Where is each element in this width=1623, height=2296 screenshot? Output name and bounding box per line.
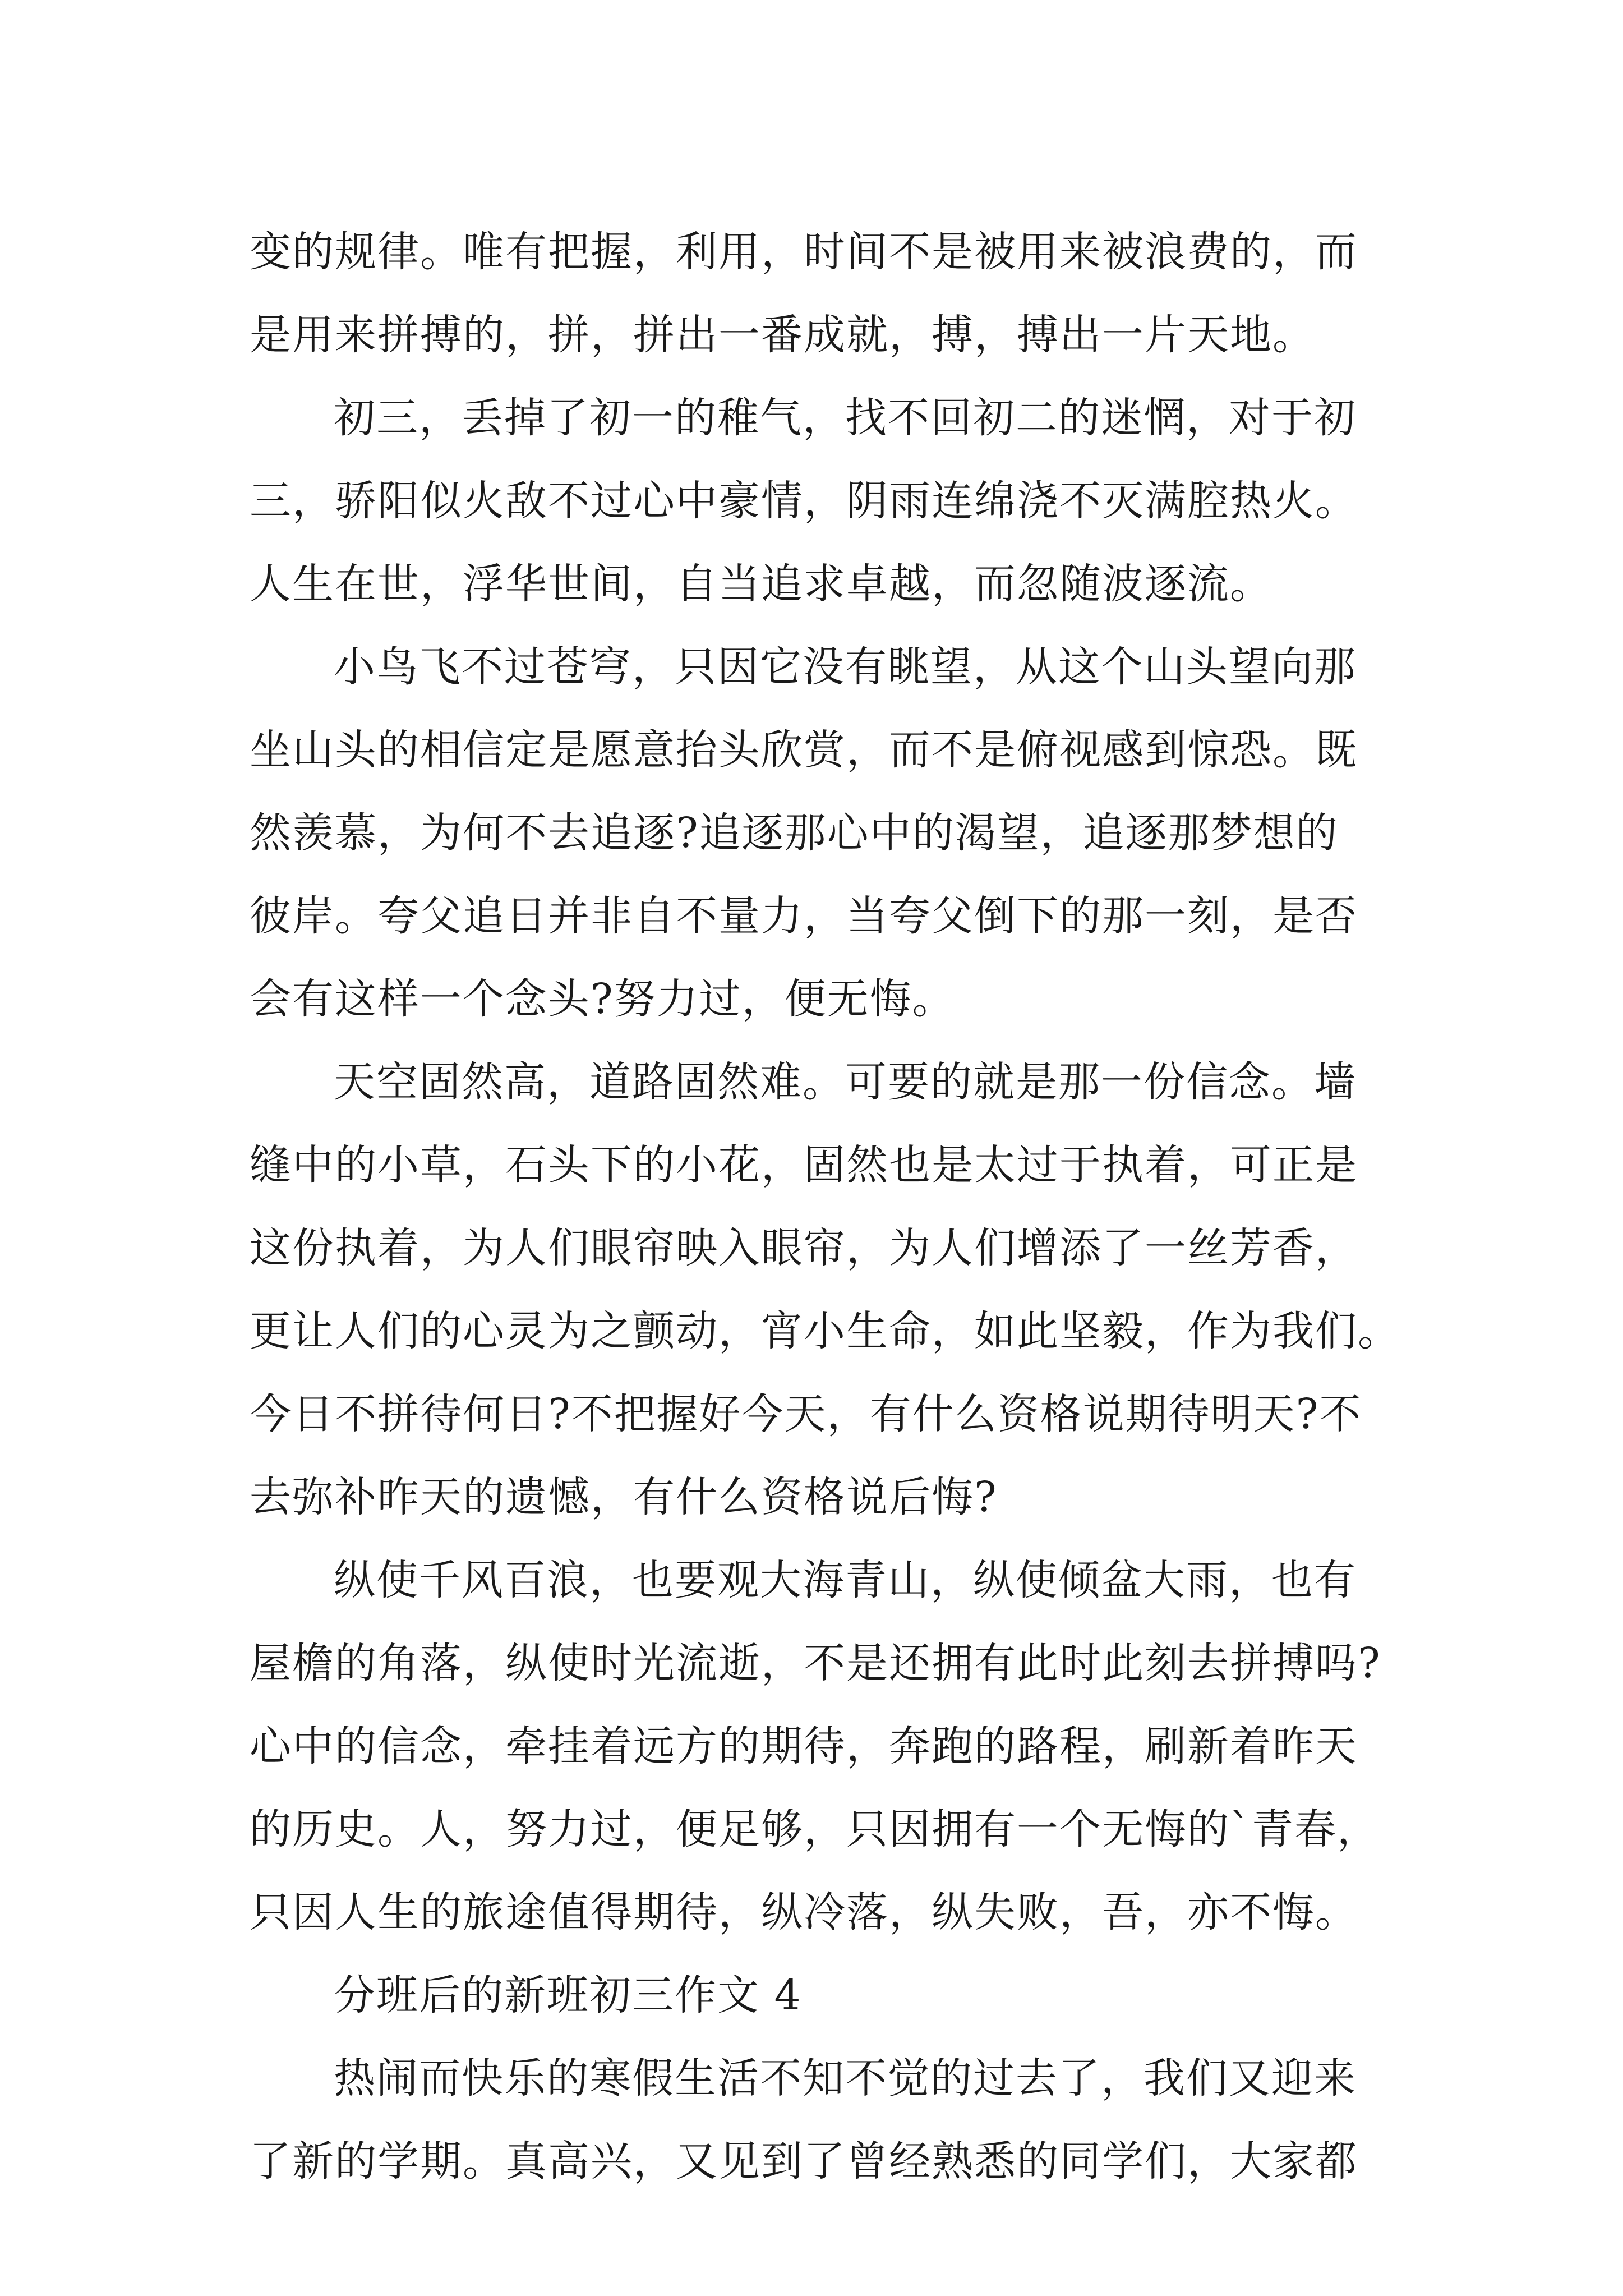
- text-line: 缝中的小草，石头下的小花，固然也是太过于执着，可正是: [250, 1141, 1358, 1189]
- text-line: 三，骄阳似火敌不过心中豪情，阴雨连绵浇不灭满腔热火。: [250, 477, 1358, 525]
- text-line: 只因人生的旅途值得期待，纵冷落，纵失败，吾，亦不悔。: [250, 1888, 1358, 1936]
- text-line: 人生在世，浮华世间，自当追求卓越，而忽随波逐流。: [250, 560, 1272, 608]
- text-line: 坐山头的相信定是愿意抬头欣赏，而不是俯视感到惊恐。既: [250, 726, 1358, 774]
- text-line: 心中的信念，牵挂着远方的期待，奔跑的路程，刷新着昨天: [250, 1722, 1358, 1770]
- text-line: 然羡慕，为何不去追逐?追逐那心中的渴望，追逐那梦想的: [250, 809, 1339, 857]
- paragraph-start-line: 小鸟飞不过苍穹，只因它没有眺望，从这个山头望向那: [334, 643, 1357, 691]
- section-heading: 分班后的新班初三作文 4: [334, 1971, 802, 2019]
- paragraph-start-line: 天空固然高，道路固然难。可要的就是那一份信念。墙: [334, 1058, 1357, 1106]
- document-body: [250, 210, 1399, 2203]
- paragraph-start-line: 初三，丢掉了初一的稚气，找不回初二的迷惘，对于初: [334, 394, 1357, 442]
- text-line: 彼岸。夸父追日并非自不量力，当夸父倒下的那一刻，是否: [250, 892, 1358, 940]
- text-line: 屋檐的角落，纵使时光流逝，不是还拥有此时此刻去拼搏吗?: [250, 1639, 1381, 1687]
- paragraph-start-line: 热闹而快乐的寒假生活不知不觉的过去了，我们又迎来: [334, 2054, 1357, 2102]
- text-line: 会有这样一个念头?努力过，便无悔。: [250, 975, 955, 1023]
- text-line: 这份执着，为人们眼帘映入眼帘，为人们增添了一丝芳香，: [250, 1224, 1358, 1272]
- text-line: 的历史。人，努力过，便足够，只因拥有一个无悔的`青春，: [250, 1805, 1380, 1853]
- paragraph-start-line: 纵使千风百浪，也要观大海青山，纵使倾盆大雨，也有: [334, 1556, 1357, 1604]
- text-line: 去弥补昨天的遗憾，有什么资格说后悔?: [250, 1473, 998, 1521]
- text-line: 今日不拼待何日?不把握好今天，有什么资格说期待明天?不: [250, 1390, 1362, 1438]
- text-line: 变的规律。唯有把握，利用，时间不是被用来被浪费的，而: [250, 228, 1358, 276]
- text-line: 更让人们的心灵为之颤动，宵小生命，如此坚毅，作为我们。: [250, 1307, 1400, 1355]
- text-line: 是用来拼搏的，拼，拼出一番成就，搏，搏出一片天地。: [250, 311, 1315, 359]
- text-line: 了新的学期。真高兴，又见到了曾经熟悉的同学们，大家都: [250, 2137, 1358, 2185]
